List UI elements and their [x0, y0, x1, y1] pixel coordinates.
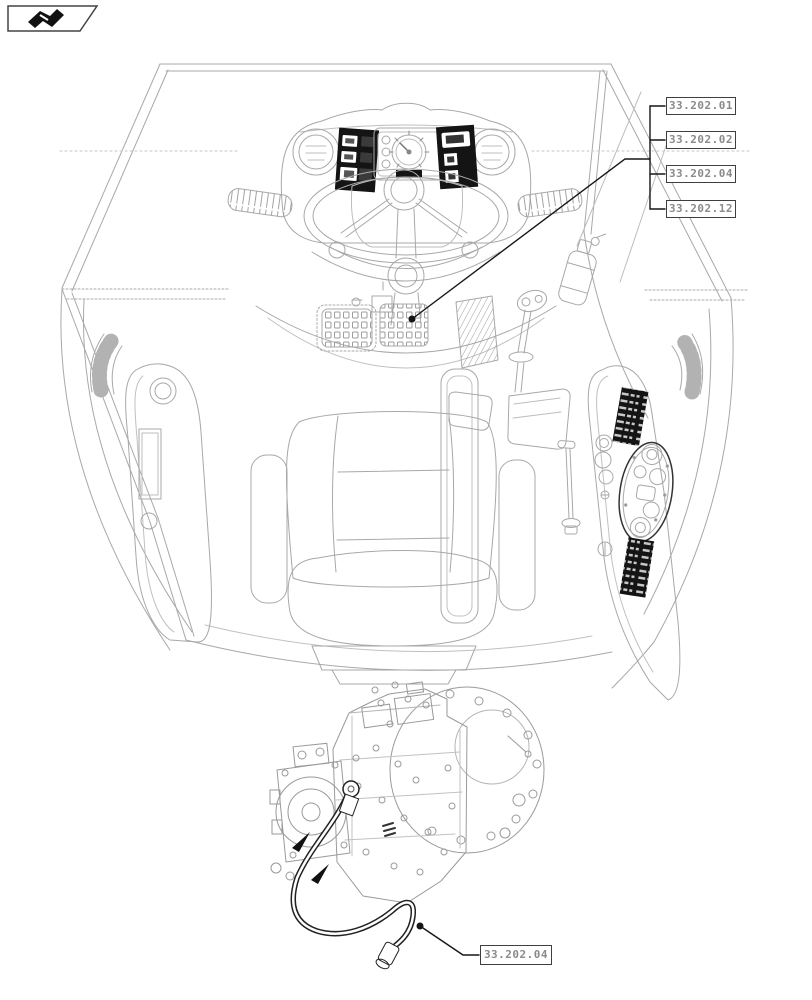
right-control-lever	[517, 188, 583, 219]
gear-shift-boot	[508, 389, 570, 449]
right-armrest	[499, 460, 535, 610]
brake-pedal-left	[322, 309, 372, 347]
accelerator-pedal	[456, 296, 498, 368]
hydraulic-hose	[292, 781, 413, 971]
console-decal-top	[612, 387, 648, 446]
console-decal-bottom	[620, 537, 655, 597]
left-air-vent	[293, 129, 339, 175]
parts-section-bookmark-icon	[8, 6, 97, 31]
hose-end-fitting	[374, 941, 399, 971]
hand-lever	[558, 440, 580, 534]
transmission-figure	[270, 682, 544, 971]
callout-ref-3[interactable]: 33.202.04	[666, 165, 736, 183]
flow-arrow-icon	[292, 832, 310, 852]
gauge-cluster-oval	[612, 439, 679, 546]
leader-target-dot	[417, 923, 424, 930]
callout-ref-1[interactable]: 33.202.01	[666, 97, 736, 115]
leader-target-dot	[409, 316, 416, 323]
cab-frame	[60, 64, 752, 688]
gear-shift-knob	[515, 287, 550, 315]
flow-arrow-icon	[311, 864, 329, 884]
left-control-lever	[227, 187, 293, 218]
callout-ref-bottom[interactable]: 33.202.04	[480, 945, 552, 965]
bottom-leader	[417, 923, 480, 956]
left-fender-coil	[91, 334, 123, 394]
fire-extinguisher	[557, 226, 606, 307]
right-fender-console	[588, 366, 680, 700]
callout-ref-4[interactable]: 33.202.12	[666, 200, 736, 218]
callout-ref-2[interactable]: 33.202.02	[666, 131, 736, 149]
operator-seat	[251, 412, 535, 685]
pedals	[317, 282, 498, 368]
speedometer-gauge	[389, 131, 429, 169]
right-fender-coil	[672, 334, 703, 394]
left-fender-console	[126, 364, 212, 642]
left-armrest	[251, 455, 287, 603]
brake-pedal-right	[380, 304, 428, 346]
